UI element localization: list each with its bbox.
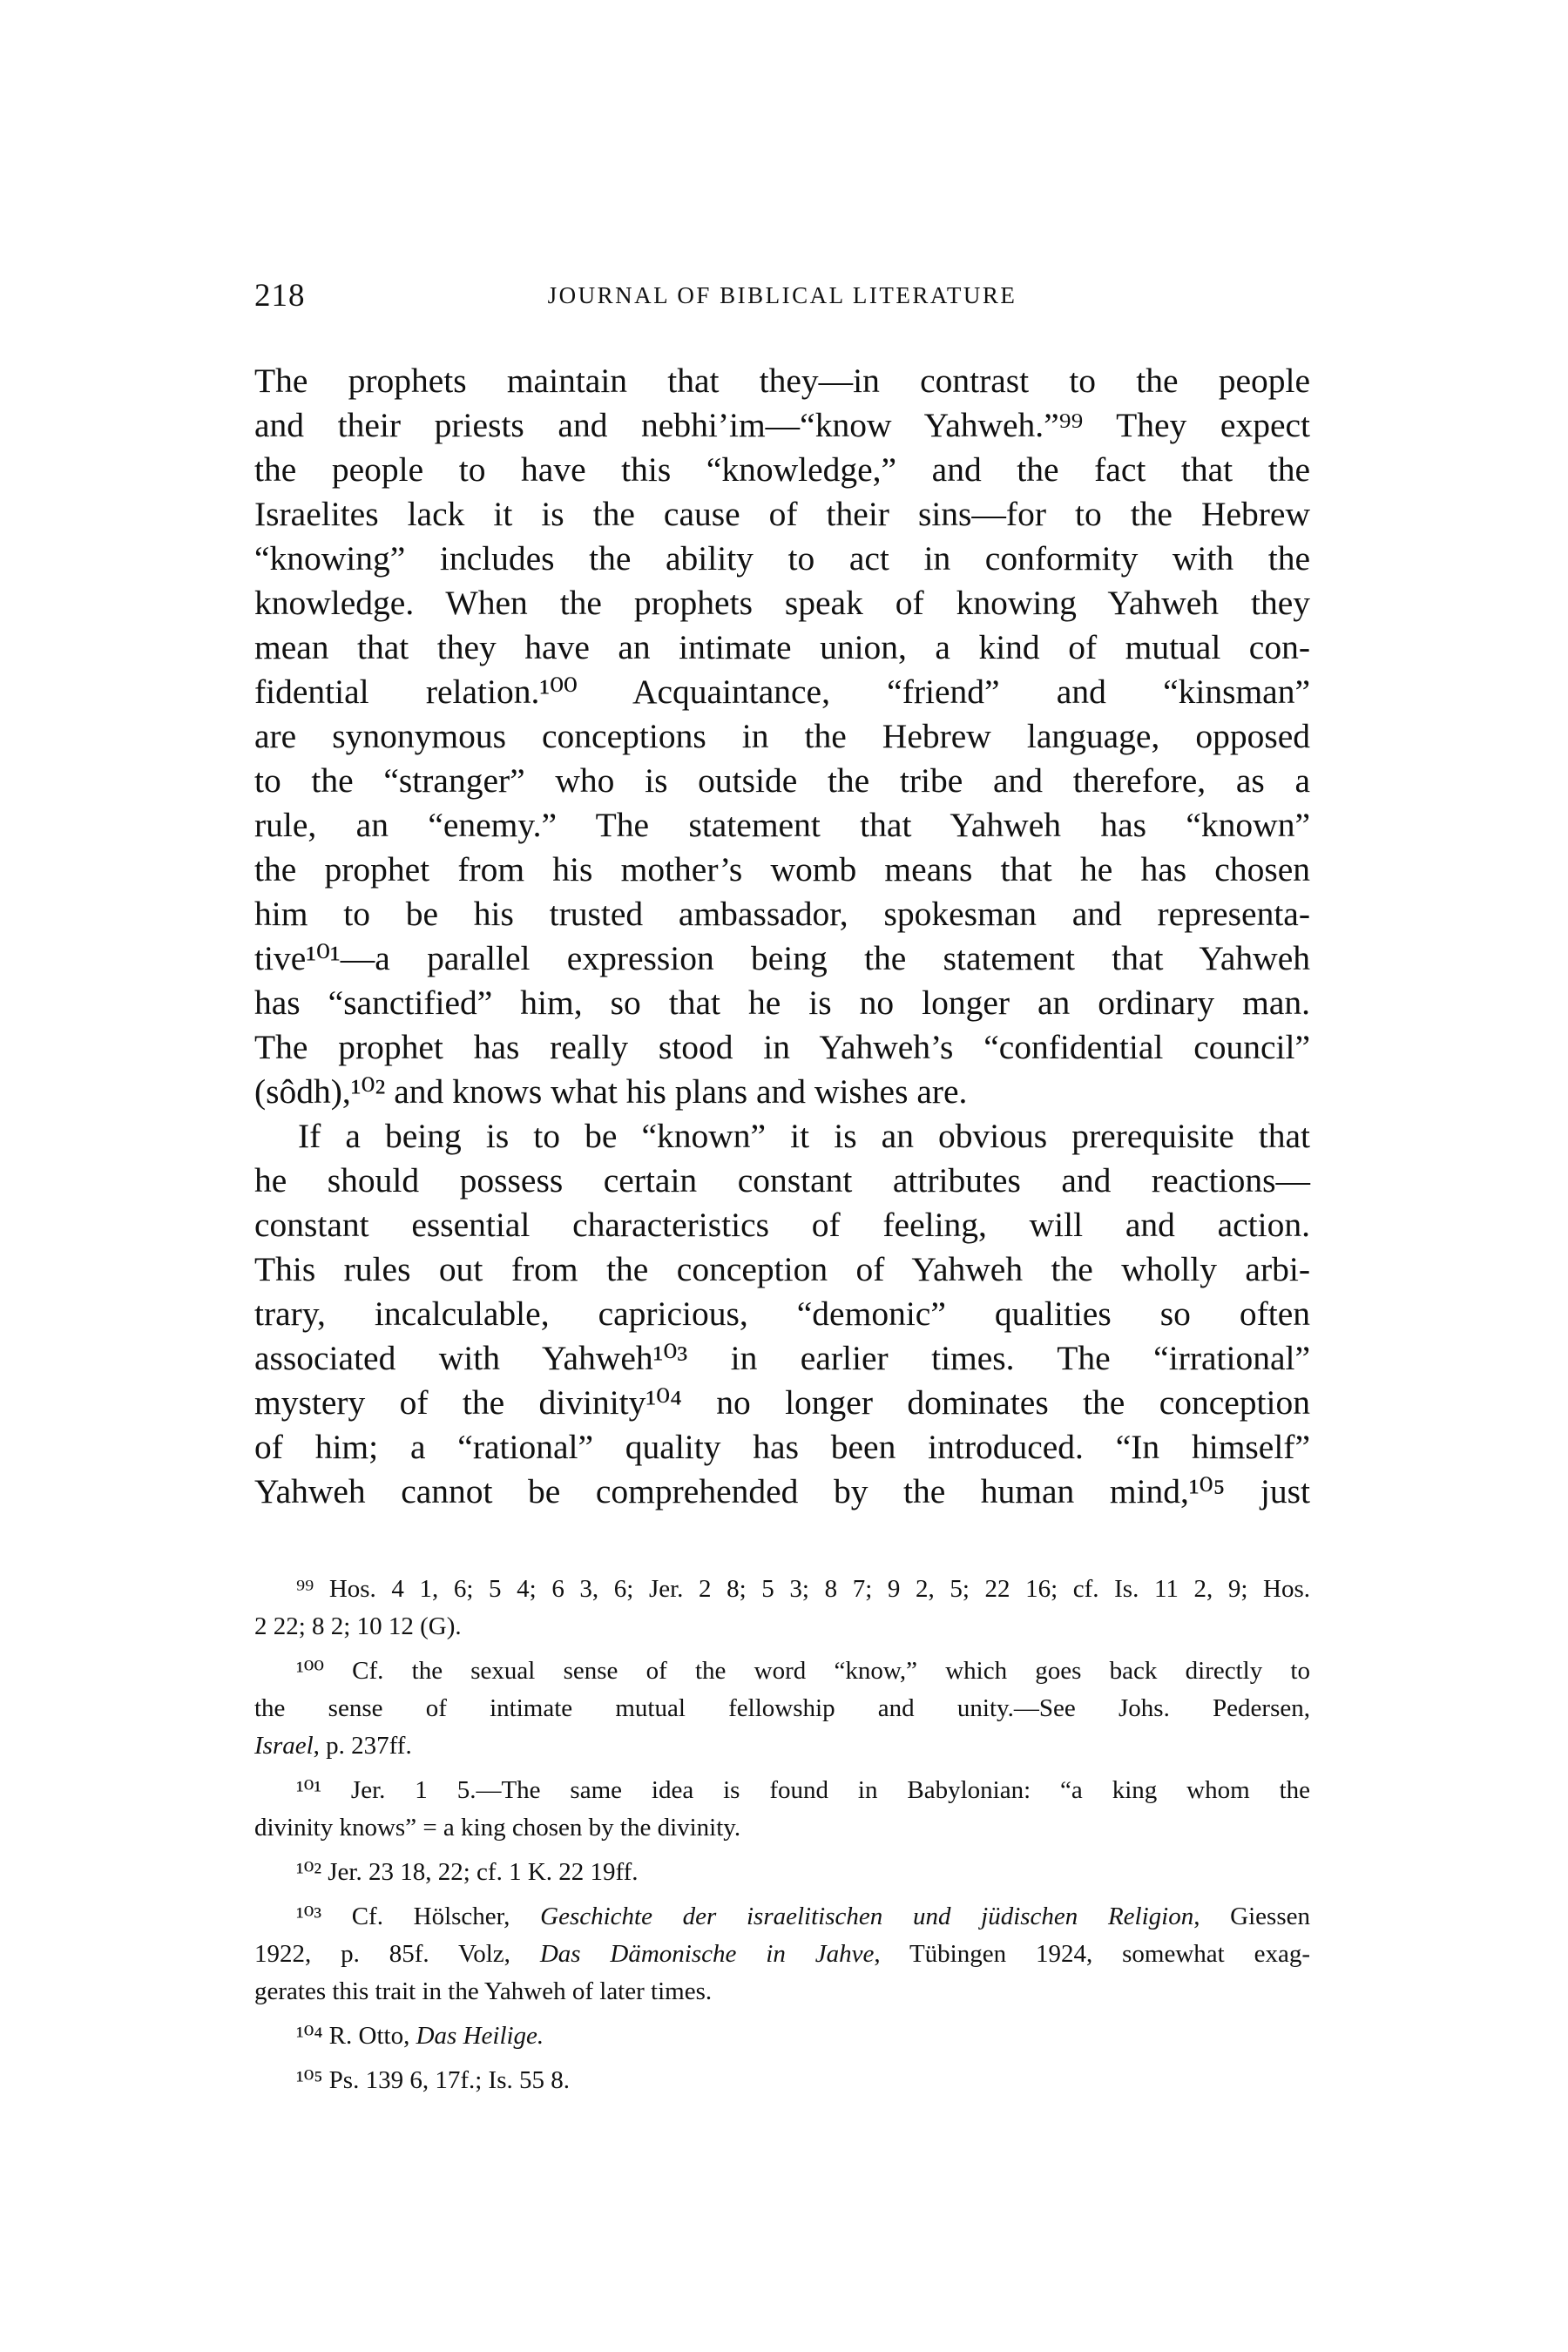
running-title: JOURNAL OF BIBLICAL LITERATURE <box>547 282 1017 308</box>
paragraph-line: to the “stranger” who is outside the tribe and therefore, as a <box>254 761 1310 800</box>
page-number: 218 <box>254 278 306 314</box>
paragraph-line: him to be his trusted ambassador, spokesman and representa- <box>254 895 1310 933</box>
paragraph-line: the prophet from his mother’s womb means that he has chosen <box>254 850 1310 889</box>
paragraph-line: associated with Yahweh¹⁰³ in earlier times. The “irrational” <box>254 1339 1310 1377</box>
paragraph-line: If a being is to be “known” it is an obvious prerequisite that <box>298 1117 1310 1155</box>
footnote-105: ¹⁰⁵ Ps. 139 6, 17f.; Is. 55 8. <box>296 2066 571 2094</box>
paragraph-line: mystery of the divinity¹⁰⁴ no longer dominates the conception <box>254 1383 1310 1422</box>
footnote-102: ¹⁰² Jer. 23 18, 22; cf. 1 K. 22 19ff. <box>296 1858 639 1886</box>
paragraph-line: The prophet has really stood in Yahweh’s “confidential council” <box>254 1028 1310 1066</box>
footnote-101: ¹⁰¹ Jer. 1 5.—The same idea is found in Babylonian: “a king whom the <box>296 1776 1310 1804</box>
footnote-title: Das Heilige. <box>416 2022 544 2050</box>
footnote-100-end: Israel, p. 237ff. <box>254 1732 412 1760</box>
paragraph-line: has “sanctified” him, so that he is no longer an ordinary man. <box>254 983 1310 1022</box>
paragraph-line: (sôdh),¹⁰² and knows what his plans and wishes are. <box>254 1072 968 1111</box>
footnote-104: ¹⁰⁴ R. Otto, Das Heilige. <box>296 2022 544 2050</box>
footnote-101-cont: divinity knows” = a king chosen by the divinity. <box>254 1814 741 1842</box>
paragraph-line: mean that they have an intimate union, a kind of mutual con- <box>254 628 1310 666</box>
paragraph-line: are synonymous conceptions in the Hebrew language, opposed <box>254 717 1310 755</box>
footnote-99-cont: 2 22; 8 2; 10 12 (G). <box>254 1612 462 1640</box>
paragraph-line: trary, incalculable, capricious, “demonic” qualities so often <box>254 1294 1310 1333</box>
footnote-103: ¹⁰³ Cf. Hölscher, Geschichte der israelitischen und jüdischen Religion, Giessen <box>296 1903 1310 1930</box>
paragraph-line: This rules out from the conception of Yahweh the wholly arbi- <box>254 1250 1310 1288</box>
paragraph-line: he should possess certain constant attributes and reactions— <box>254 1161 1310 1200</box>
body-text <box>254 359 1310 1514</box>
paragraph-line: the people to have this “knowledge,” and the fact that the <box>254 450 1310 489</box>
page-header <box>254 277 1310 321</box>
paragraph-line: The prophets maintain that they—in contrast to the people <box>254 362 1310 400</box>
footnote-99: ⁹⁹ Hos. 4 1, 6; 5 4; 6 3, 6; Jer. 2 8; 5 3; 8 7; 9 2, 5; 22 16; cf. Is. 11 2, 9; Hos. <box>296 1575 1310 1603</box>
footnote-title: Das Dämonische in Jahve <box>539 1940 875 1968</box>
paragraph-line: Israelites lack it is the cause of their sins—for to the Hebrew <box>254 495 1310 533</box>
paragraph-line: fidential relation.¹⁰⁰ Acquaintance, “friend” and “kinsman” <box>254 672 1310 711</box>
paragraph-line: constant essential characteristics of feeling, will and action. <box>254 1206 1310 1244</box>
paragraph-line: Yahweh cannot be comprehended by the human mind,¹⁰⁵ just <box>254 1472 1310 1511</box>
footnote-title: Geschichte der israelitischen und jüdischen Religion <box>540 1903 1194 1930</box>
paragraph-line: and their priests and nebhi’im—“know Yahweh.”⁹⁹ They expect <box>254 406 1310 444</box>
footnote-103-cont: 1922, p. 85f. Volz, Das Dämonische in Jahve, Tübingen 1924, somewhat exag- <box>254 1940 1310 1968</box>
footnote-100: ¹⁰⁰ Cf. the sexual sense of the word “know,” which goes back directly to <box>296 1657 1310 1685</box>
paragraph-line: of him; a “rational” quality has been introduced. “In himself” <box>254 1428 1310 1466</box>
paragraph-line: tive¹⁰¹—a parallel expression being the statement that Yahweh <box>254 939 1310 977</box>
footnotes <box>254 1571 1310 2099</box>
footnote-title: Israel <box>254 1732 314 1760</box>
footnote-100-cont: the sense of intimate mutual fellowship and unity.—See Johs. Pedersen, <box>254 1694 1310 1722</box>
paragraph-line: “knowing” includes the ability to act in conformity with the <box>254 539 1310 578</box>
paragraph-line: rule, an “enemy.” The statement that Yahweh has “known” <box>254 806 1310 844</box>
footnote-103-end: gerates this trait in the Yahweh of later times. <box>254 1977 713 2005</box>
paragraph-line: knowledge. When the prophets speak of knowing Yahweh they <box>254 584 1310 622</box>
